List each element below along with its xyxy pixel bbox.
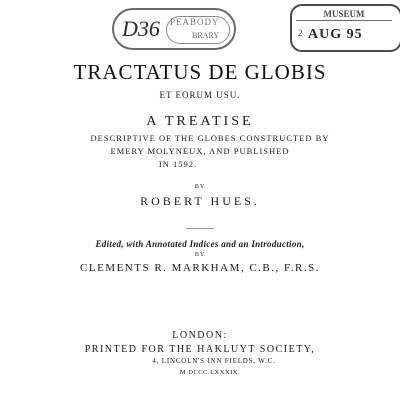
editor-name: CLEMENTS R. MARKHAM, C.B., F.R.S. xyxy=(80,262,320,274)
imprint-address: 4, LINCOLN'S INN FIELDS, W.C. xyxy=(152,357,276,365)
date-stamp-header: MUSEUM xyxy=(296,9,392,21)
stamp-number: D36 xyxy=(122,16,160,41)
stamp-word-bottom: BRARY xyxy=(192,31,220,40)
imprint-city: LONDON: xyxy=(172,330,228,341)
divider-rule xyxy=(186,228,214,229)
description-line-2: EMERY MOLYNEUX, AND PUBLISHED xyxy=(110,146,290,156)
description-line-1: DESCRIPTIVE OF THE GLOBES CONSTRUCTED BY xyxy=(90,133,330,143)
imprint-printer: PRINTED FOR THE HAKLUYT SOCIETY, xyxy=(84,344,316,355)
date-stamp-right xyxy=(290,4,400,52)
library-stamp-left xyxy=(112,8,236,50)
treatise-heading: A TREATISE xyxy=(146,114,254,129)
book-title: TRACTATUS DE GLOBIS xyxy=(73,60,327,84)
edited-note: Edited, with Annotated Indices and an Introduction, xyxy=(95,239,305,249)
date-stamp-date: AUG 95 xyxy=(308,27,363,42)
author-name: ROBERT HUES. xyxy=(140,194,260,208)
imprint-year: M.DCCC.LXXXIX. xyxy=(179,369,241,376)
date-stamp-mark: 2 xyxy=(298,28,303,38)
by-label-author: BY xyxy=(194,184,206,190)
book-subtitle: ET EORUM USU. xyxy=(159,90,241,100)
description-line-3: IN 1592. xyxy=(158,159,198,169)
by-label-editor: BY xyxy=(194,252,206,258)
stamp-word-top: PEABODY xyxy=(170,17,220,27)
